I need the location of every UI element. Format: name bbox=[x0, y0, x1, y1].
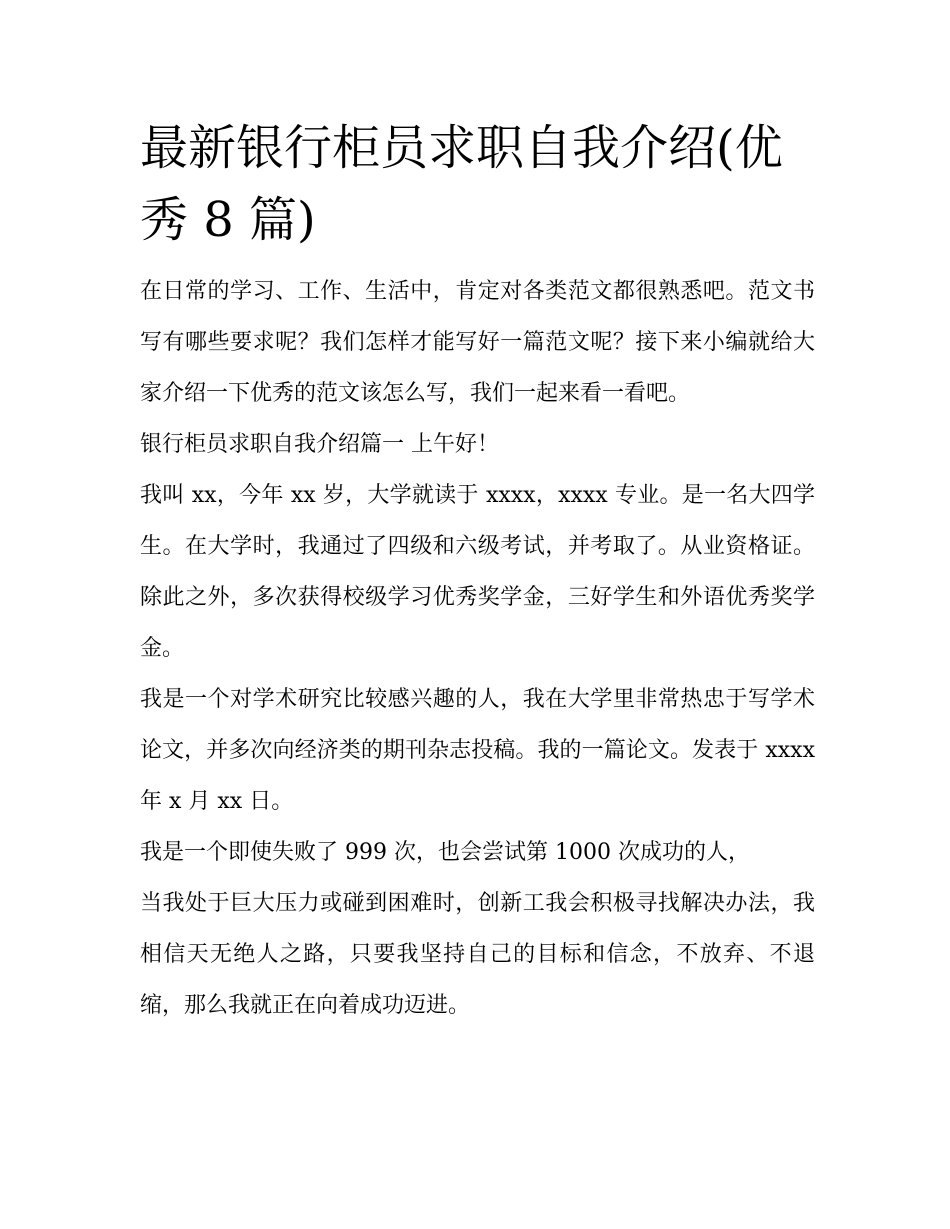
document-title: 最新银行柜员求职自我介绍(优秀 8 篇) bbox=[140, 120, 783, 248]
paragraph-intro: 在日常的学习、工作、生活中，肯定对各类范文都很熟悉吧。范文书写有哪些要求呢？我们怎样才能写好一篇范文呢？接下来小编就给大家介绍一下优秀的范文该怎么写，我们一起来看一看吧。 bbox=[140, 279, 815, 406]
paragraph-pressure: 当我处于巨大压力或碰到困难时，创新工我会积极寻找解决办法，我相信天无绝人之路，只要我坚持自己的目标和信念，不放弃、不退缩，那么我就正在向着成功迈进。 bbox=[140, 891, 815, 1018]
document-page bbox=[140, 112, 815, 1031]
paragraph-persistence: 我是一个即使失败了 999 次，也会尝试第 1000 次成功的人， bbox=[140, 840, 750, 865]
paragraph-self-intro: 我叫 xx，今年 xx 岁，大学就读于 xxxx，xxxx 专业。是一名大四学生。在大学时，我通过了四级和六级考试，并考取了。从业资格证。除此之外，多次获得校级学习优秀奖学金，三好学生和外语优秀奖学金。 bbox=[140, 483, 815, 661]
paragraph-research: 我是一个对学术研究比较感兴趣的人，我在大学里非常热忠于写学术论文，并多次向经济类的期刊杂志投稿。我的一篇论文。发表于 xxxx 年 x 月 xx 日。 bbox=[140, 687, 815, 814]
paragraph-section-heading: 银行柜员求职自我介绍篇一 上午好！ bbox=[140, 432, 499, 457]
document-body bbox=[140, 266, 815, 1031]
